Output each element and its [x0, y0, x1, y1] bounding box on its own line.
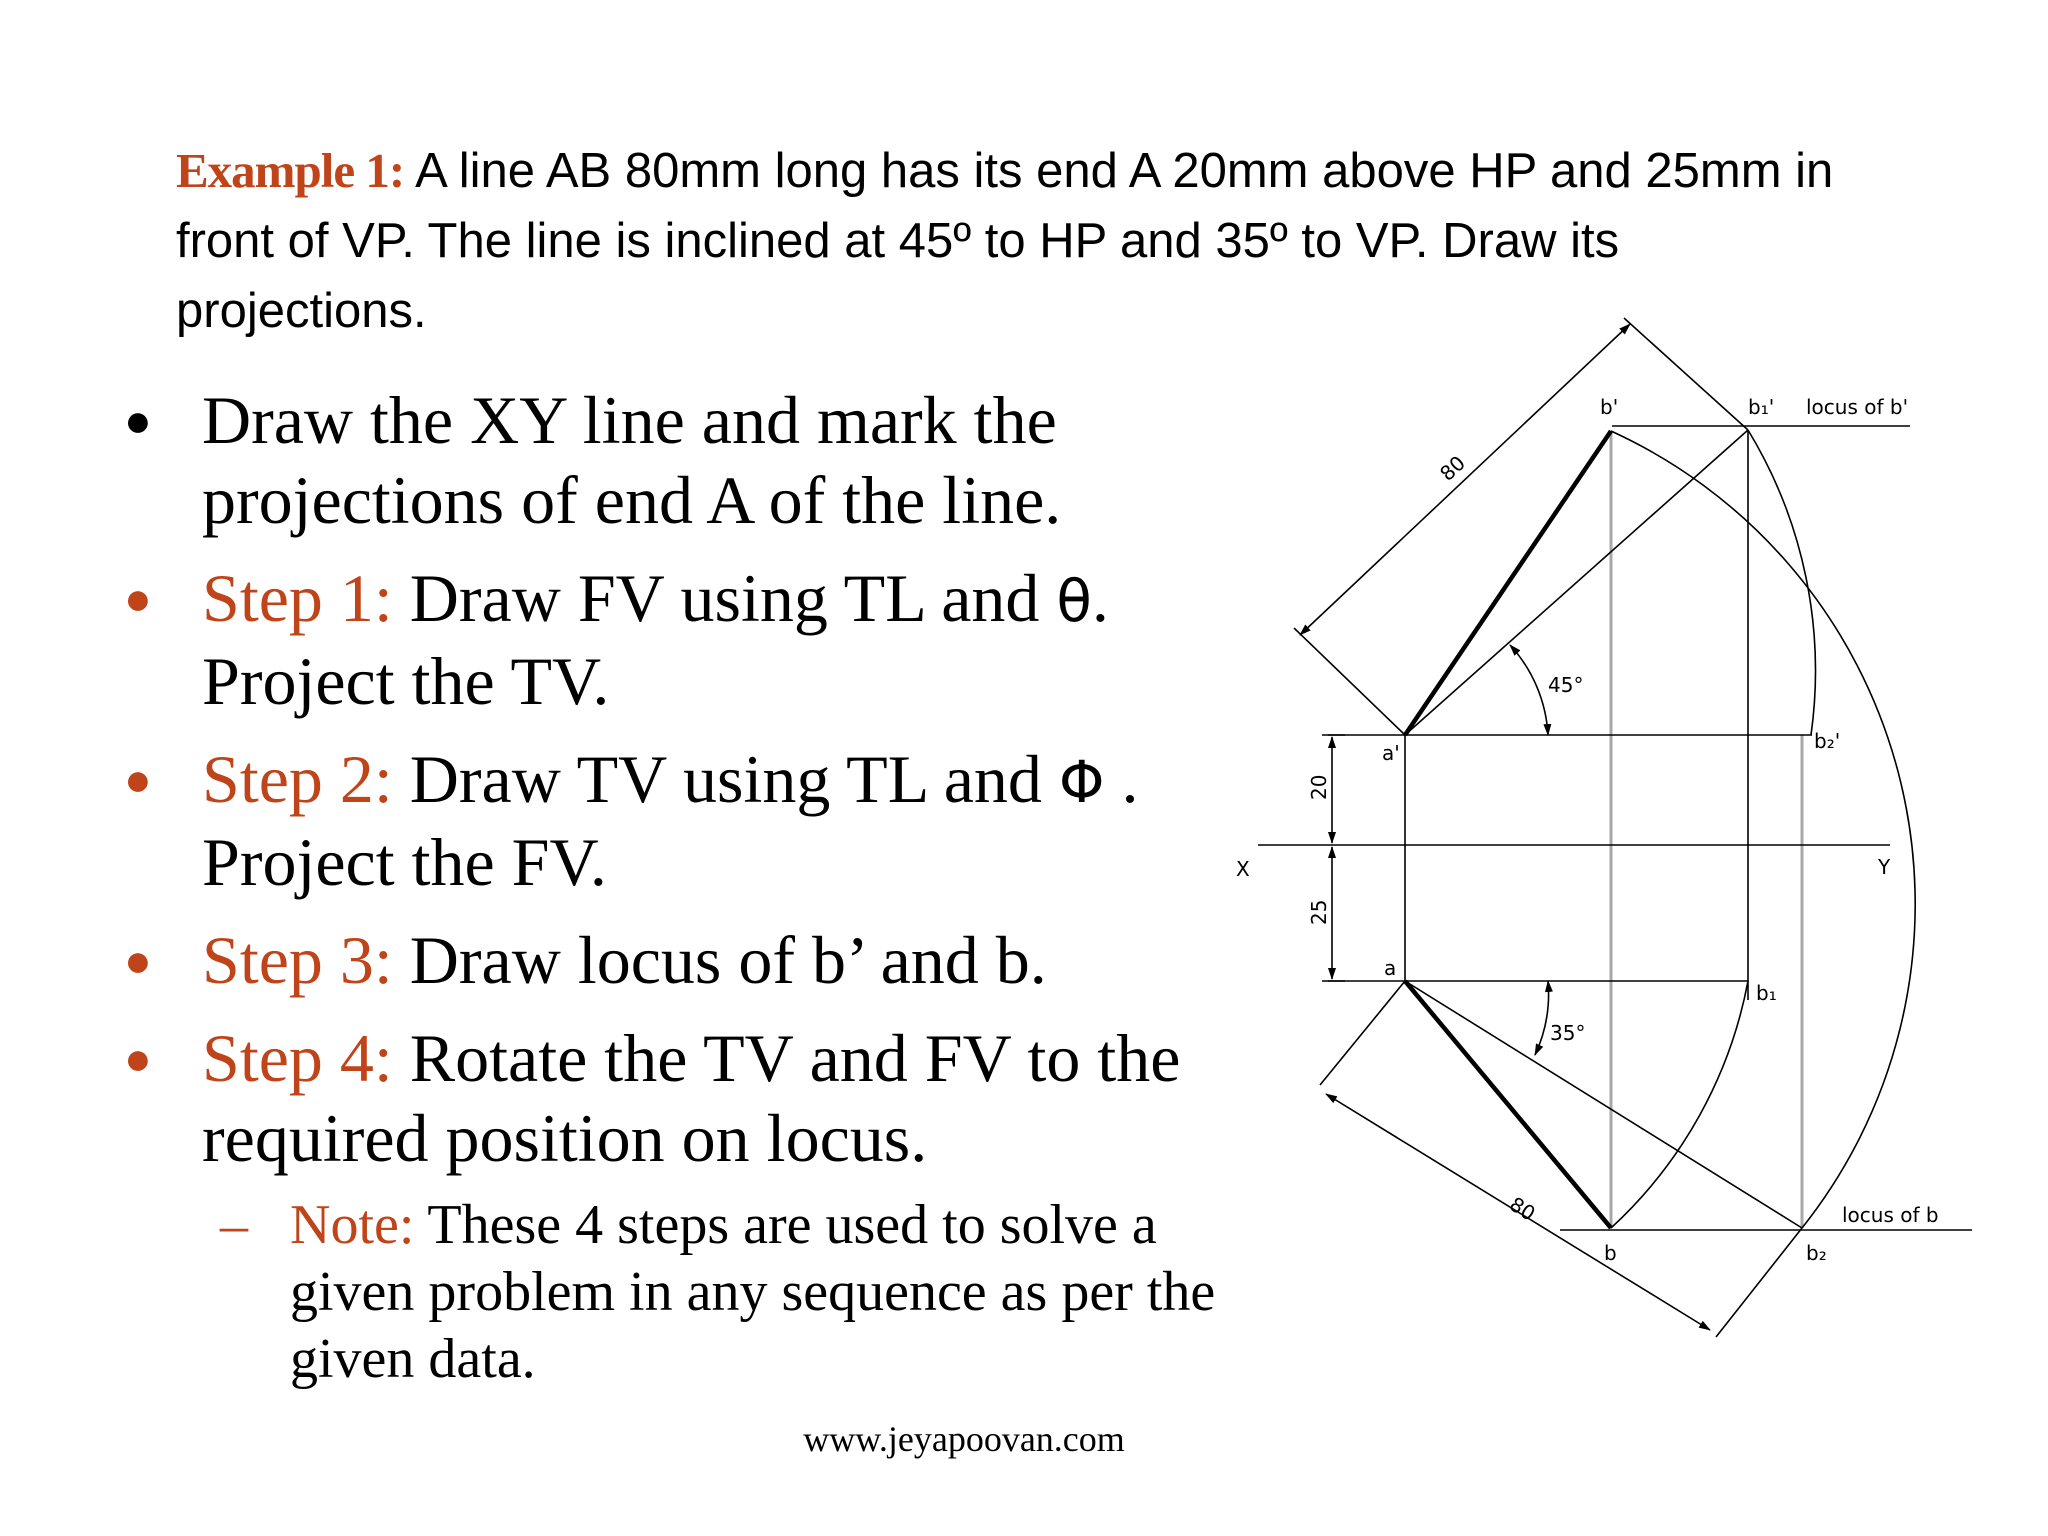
footer-url — [0, 1418, 2048, 1460]
arc-b1-dash-to-b2-dash — [1748, 430, 1815, 735]
label-dim-80-bottom: 80 — [1505, 1191, 1540, 1226]
step-text: Draw the XY line and mark the projections of end A of the line. — [202, 382, 1062, 538]
label-b1: b₁ — [1756, 981, 1777, 1005]
label-angle-35: 35° — [1550, 1021, 1586, 1045]
ext-line — [1624, 318, 1748, 430]
step-text: Draw TV using TL and — [392, 741, 1059, 817]
label-b2-dash: b₂' — [1814, 729, 1841, 753]
theta-symbol: θ — [1056, 567, 1092, 635]
note-label: Note: — [290, 1194, 415, 1256]
angle-35-arc — [1535, 981, 1549, 1055]
step-text-tail: . Project the FV. — [202, 741, 1139, 900]
true-length-tv — [1405, 981, 1802, 1228]
bullet-dot: ● — [124, 1032, 152, 1084]
step-label: Step 2: — [202, 741, 393, 817]
arc-b1-to-b — [1611, 981, 1748, 1228]
step-label: Step 3: — [202, 922, 393, 998]
top-view-line — [1405, 981, 1611, 1228]
bullet-dot: ● — [124, 934, 152, 986]
phi-symbol: Φ — [1058, 748, 1105, 816]
label-angle-45: 45° — [1548, 673, 1584, 697]
footer-text: www.jeyapoovan.com — [803, 1419, 1125, 1459]
ext-line — [1294, 628, 1405, 735]
label-dim-80-top: 80 — [1435, 450, 1471, 486]
label-y: Y — [1878, 855, 1891, 879]
label-a-dash: a' — [1382, 741, 1400, 765]
label-dim-25: 25 — [1307, 899, 1331, 925]
step-text: Draw FV using TL and — [392, 560, 1057, 636]
label-b-dash: b' — [1600, 395, 1619, 419]
label-b: b — [1604, 1241, 1617, 1265]
bullet-dot: ● — [124, 572, 152, 624]
label-b1-dash: b₁' — [1748, 395, 1775, 419]
label-locus-b-dash: locus of b' — [1806, 395, 1909, 419]
note-dash: – — [220, 1194, 248, 1256]
arc-b-dash-construction — [1611, 431, 1915, 1228]
bullet-dot: ● — [124, 394, 152, 446]
step-text: Rotate the TV and FV to the required position on locus. — [202, 1020, 1181, 1176]
label-x: X — [1236, 857, 1250, 881]
label-dim-20: 20 — [1307, 774, 1331, 800]
label-b2: b₂ — [1806, 1241, 1827, 1265]
note-text: These 4 steps are used to solve a given problem in any sequence as per the given data. — [290, 1194, 1216, 1390]
step-text: Draw locus of b’ and b. — [392, 922, 1047, 998]
bullet-dot: ● — [124, 753, 152, 805]
step-label: Step 4: — [202, 1020, 393, 1096]
step-text-tail: . Project the TV. — [202, 560, 1109, 719]
ext-line — [1716, 1228, 1802, 1337]
angle-45-arc — [1510, 645, 1548, 735]
label-a: a — [1384, 956, 1397, 980]
example-label: Example 1: — [176, 143, 405, 198]
ext-line — [1320, 981, 1405, 1085]
step-label: Step 1: — [202, 560, 393, 636]
example-text: A line AB 80mm long has its end A 20mm above HP and 25mm in front of VP. The line is inclined at 45º to HP and 35º to VP. Draw its projections. — [176, 144, 1834, 338]
label-locus-b: locus of b — [1842, 1203, 1939, 1227]
